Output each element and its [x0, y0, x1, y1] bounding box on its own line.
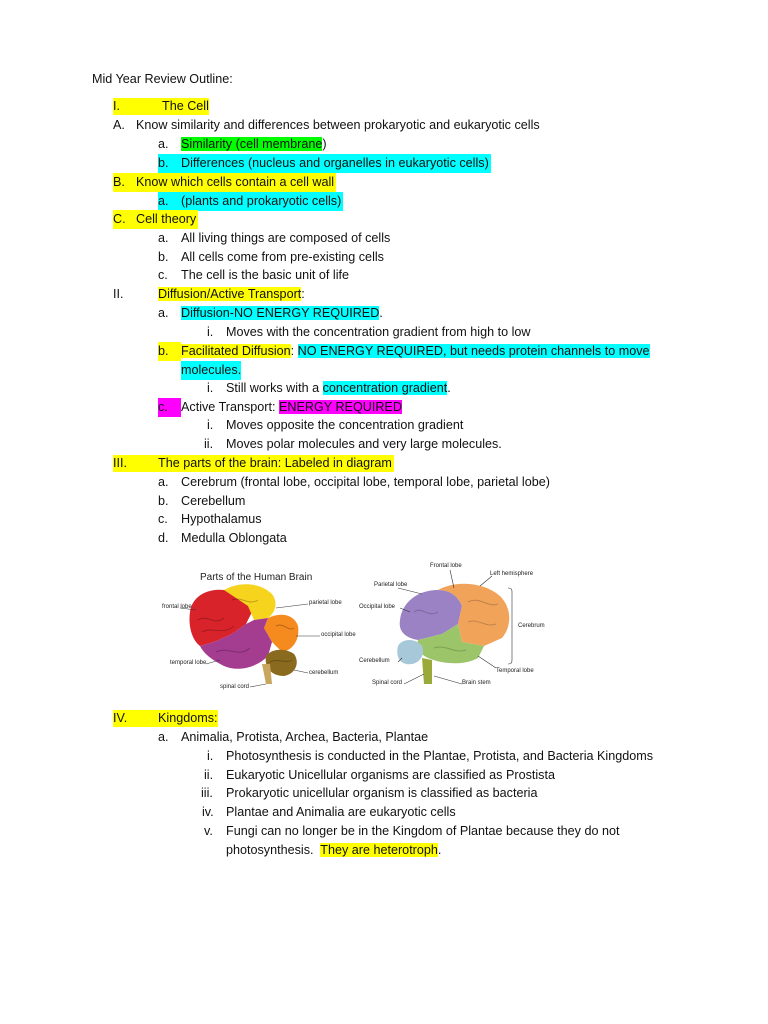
- highlighted-text: Similarity (cell membrane: [181, 137, 323, 151]
- section-marker: II.: [113, 287, 124, 301]
- item-text: (plants and prokaryotic cells): [181, 194, 342, 208]
- highlighted-text: Diffusion-NO ENERGY REQUIRED: [181, 306, 380, 320]
- item-text: Moves polar molecules and very large molecules.: [226, 437, 502, 451]
- label-parietal-lobe: parietal lobe: [309, 600, 342, 606]
- highlighted-text: They are heterotroph: [320, 843, 438, 857]
- outline-subitem: [158, 154, 491, 173]
- item-marker: a.: [158, 306, 169, 320]
- item-marker: i.: [207, 418, 214, 432]
- item-marker: b.: [158, 250, 169, 264]
- item-text: The cell is the basic unit of life: [181, 268, 349, 282]
- item-text: Photosynthesis is conducted in the Plantae, Protista, and Bacteria Kingdoms: [226, 749, 654, 763]
- label-cerebellum: cerebellum: [309, 670, 339, 676]
- section-title: Kingdoms:: [158, 711, 218, 725]
- item-text: Cell theory: [136, 212, 197, 226]
- item-text: Prokaryotic unicellular organism is classified as bacteria: [226, 786, 538, 800]
- item-marker: a.: [158, 730, 169, 744]
- section-title: The parts of the brain: Labeled in diagram: [158, 456, 392, 470]
- item-marker: c.: [158, 512, 168, 526]
- label-left-hemisphere: Left hemisphere: [490, 571, 534, 577]
- label-frontal-lobe: frontal lobe: [162, 604, 192, 610]
- item-marker: iv.: [202, 805, 214, 819]
- brain-diagram-2: [358, 562, 548, 696]
- item-marker: b.: [158, 494, 169, 508]
- item-marker: v.: [204, 824, 213, 838]
- item-marker: A.: [113, 118, 125, 132]
- outline-item: [113, 173, 336, 192]
- label-parietal-lobe: Parietal lobe: [374, 582, 408, 588]
- item-text: Know which cells contain a cell wall: [136, 175, 335, 189]
- highlighted-text: molecules.: [181, 361, 241, 380]
- item-marker: ii.: [204, 768, 214, 782]
- item-text: Moves opposite the concentration gradient: [226, 418, 464, 432]
- item-text: Hypothalamus: [181, 512, 262, 526]
- item-marker: d.: [158, 531, 169, 545]
- item-marker: i.: [207, 325, 214, 339]
- label-cerebellum: Cerebellum: [359, 658, 390, 664]
- item-text: Differences (nucleus and organelles in eukaryotic cells): [181, 156, 489, 170]
- brain-diagram-1: [158, 560, 356, 700]
- highlighted-text: Facilitated Diffusion: [181, 344, 291, 358]
- item-marker: i.: [207, 749, 214, 763]
- brain-illustration-1: [158, 560, 353, 700]
- item-marker: i.: [207, 381, 214, 395]
- item-marker: iii.: [201, 786, 213, 800]
- section-heading-kingdoms: [113, 709, 218, 728]
- label-cerebrum: Cerebrum: [518, 623, 545, 629]
- section-title: The Cell: [162, 99, 209, 113]
- section-marker: III.: [113, 456, 127, 470]
- section-heading-brain: [113, 454, 394, 473]
- item-marker: a.: [158, 137, 169, 151]
- section-heading-cell: [113, 97, 409, 116]
- section-title: Diffusion/Active Transport: [158, 287, 302, 301]
- item-marker: a.: [158, 475, 169, 489]
- label-brain-stem: Brain stem: [462, 680, 491, 686]
- outline-subitem: [158, 192, 343, 211]
- item-marker: a.: [158, 194, 169, 208]
- item-text: Moves with the concentration gradient from high to low: [226, 325, 531, 339]
- label-spinal-cord: Spinal cord: [372, 680, 403, 686]
- item-text: All cells come from pre-existing cells: [181, 250, 384, 264]
- item-text: Animalia, Protista, Archea, Bacteria, Plantae: [181, 730, 429, 744]
- highlighted-text: ENERGY REQUIRED: [279, 400, 402, 414]
- item-text: Eukaryotic Unicellular organisms are classified as Prostista: [226, 768, 555, 782]
- item-text: Cerebellum: [181, 494, 246, 508]
- item-text: Cerebrum (frontal lobe, occipital lobe, temporal lobe, parietal lobe): [181, 475, 550, 489]
- item-marker: c.: [158, 398, 181, 417]
- item-text: Medulla Oblongata: [181, 531, 287, 545]
- item-text: All living things are composed of cells: [181, 231, 391, 245]
- figure-title: Parts of the Human Brain: [200, 572, 313, 583]
- item-marker: b.: [158, 342, 181, 361]
- item-marker: C.: [113, 212, 126, 226]
- outline-item: [113, 210, 198, 229]
- item-marker: c.: [158, 268, 168, 282]
- label-frontal-lobe: Frontal lobe: [430, 563, 462, 569]
- item-marker: B.: [113, 175, 125, 189]
- item-marker: ii.: [204, 437, 214, 451]
- document-title: Mid Year Review Outline:: [92, 72, 233, 86]
- label-occipital-lobe: occipital lobe: [321, 632, 356, 638]
- section-marker: IV.: [113, 711, 128, 725]
- label-temporal-lobe: Temporal lobe: [496, 668, 534, 674]
- highlighted-text: NO ENERGY REQUIRED, but needs protein channels to move: [297, 344, 650, 358]
- item-text: Fungi can no longer be in the Kingdom of Plantae because they do not: [226, 824, 620, 838]
- item-marker: b.: [158, 156, 169, 170]
- section-marker: I.: [113, 99, 120, 113]
- label-temporal-lobe: temporal lobe: [170, 660, 207, 666]
- item-text: Plantae and Animalia are eukaryotic cells: [226, 805, 456, 819]
- label-spinal-cord: spinal cord: [220, 684, 250, 690]
- document-page: Mid Year Review Outline: I. The Cell A. Know similarity and differences between prokaryotic and eukaryotic cells a. Similarity (cell membrane) b. Differences (nucleus and organelles in eukaryotic cells) B. Know which cells contain a cell wall a. (plants and prokaryotic cells) C. Cell theory a. All living things are composed of cells b. All cells come from pre-existing cells c. The cell is the basic unit of life II. Diffusion/Active Transport: a. Diffusion-NO ENERGY REQUIRED. i. Moves with the concentration gradient from high to low b. Facilitated Diffusion: NO ENERGY REQUIRED, but needs protein channels to move molecules. i. Still works with a concentration gradient. c. Active Transport: ENERGY REQUIRED i. Moves opposite the concentration gradient ii. Moves polar molecules and very large molecules. III. The parts of the brain: Labeled in diagram a. Cerebrum (frontal lobe, occipital lobe, temporal lobe, parietal lobe) b. Cerebellum c. Hypothalamus d. Medulla Oblongata Parts of the Human Brain frontal lobe parietal lobe occipital lobe temporal lobe cerebellum spinal cord Frontal lobe Left hemisphere Parietal lobe Occipital lobe Cerebrum Cerebellum Spinal cord Temporal lobe Brain stem IV. Kingdoms: a. Animalia, Protista, Archea, Bacteria, Plantae i. Photosynthesis is conducted in the Plantae, Protista, and Bacteria Kingdoms ii. Eukaryotic Unicellular organisms are classified as Prostista iii. Prokaryotic unicellular organism is classified as bacteria iv. Plantae and Animalia are eukaryotic cells v. Fungi can no longer be in the Kingdom of Plantae because they do not photosynthesis. They are heterotroph.: [92, 72, 654, 857]
- highlighted-text: concentration gradient: [322, 381, 448, 395]
- label-occipital-lobe: Occipital lobe: [359, 604, 396, 610]
- item-text: Know similarity and differences between prokaryotic and eukaryotic cells: [136, 118, 540, 132]
- item-marker: a.: [158, 231, 169, 245]
